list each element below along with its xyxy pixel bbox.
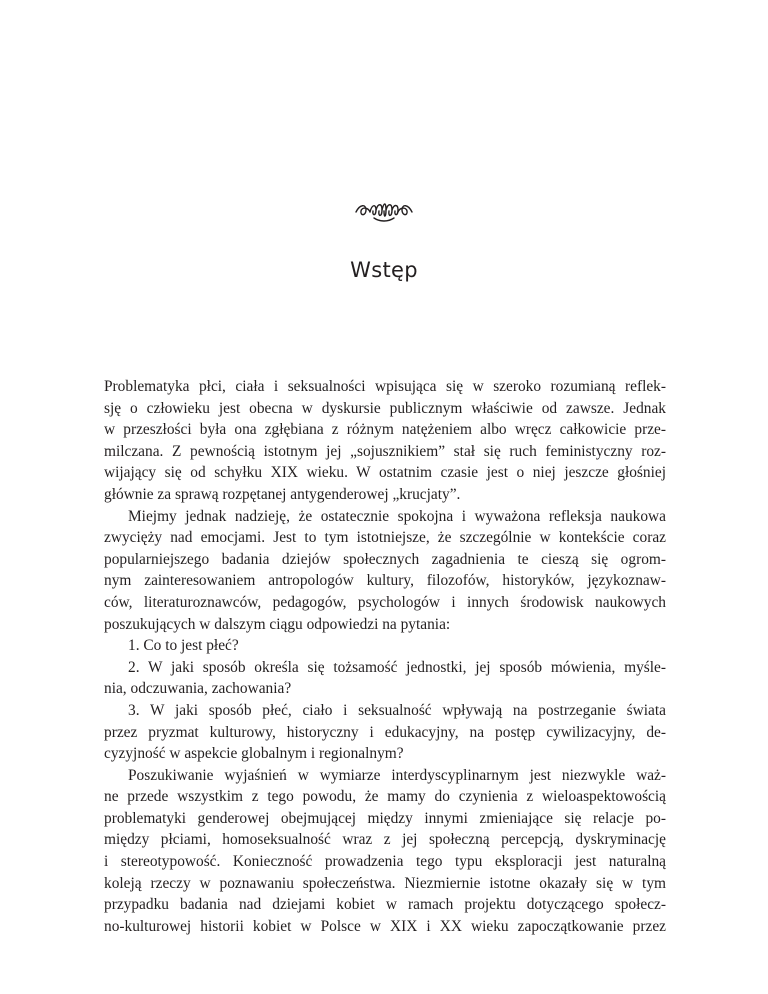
text-line: w przeszłości była ona zgłębiana z różnym natężeniem albo wręcz całkowicie prze- xyxy=(104,421,666,439)
text-line: koleją rzeczy w poznawaniu społeczeństwa. Niezmiernie istotne okazały się w tym xyxy=(104,874,666,892)
text-line: i stereotypowość. Konieczność prowadzenia tego typu eksploracji jest naturalną xyxy=(104,853,666,871)
text-line: poszukujących w dalszym ciągu odpowiedzi na pytania: xyxy=(104,615,451,633)
text-line: no-kulturowej historii kobiet w Polsce w XIX i XX wieku zapoczątkowanie przez xyxy=(104,917,666,935)
text-line: sję o człowieku jest obecna w dyskursie publicznym właściwie od zawsze. Jednak xyxy=(104,399,666,417)
text-line: nia, odczuwania, zachowania? xyxy=(104,680,292,698)
text-line: ne przede wszystkim z tego powodu, że mamy do czynienia z wieloaspektowością xyxy=(104,788,666,806)
text-line: Problematyka płci, ciała i seksualności wpisująca się w szeroko rozumianą reflek- xyxy=(104,378,666,395)
body-text xyxy=(104,376,666,937)
text-line: głównie za sprawą rozpętanej antygenderowej „krucjaty”. xyxy=(104,485,461,503)
text-line: cyzyjność w aspekcie globalnym i regionalnym? xyxy=(104,745,404,763)
text-line: między płciami, homoseksualność wraz z jej społeczną percepcją, dyskryminację xyxy=(104,831,666,849)
text-line: popularniejszego badania dziejów społecznych zagadnienia te cieszą się ogrom- xyxy=(104,550,666,568)
text-line: milczana. Z pewnością istotnym jej „sojusznikiem” stał się ruch feministyczny roz- xyxy=(104,442,666,460)
text-line: ców, literaturoznawców, pedagogów, psychologów i innych środowisk naukowych xyxy=(104,593,666,611)
text-line: problematyki genderowej obejmującej między innymi zmieniające się relacje po- xyxy=(104,809,666,827)
text-line: przez pryzmat kulturowy, historyczny i edukacyjny, na postęp cywilizacyjny, de- xyxy=(104,723,666,741)
text-line: zwycięży nad emocjami. Jest to tym istotniejsze, że szczególnie w kontekście coraz xyxy=(104,529,666,547)
text-line: 2. W jaki sposób określa się tożsamość jednostki, jej sposób mówienia, myśle- xyxy=(128,658,666,676)
chapter-title: Wstęp xyxy=(350,258,418,282)
swirl-ornament-icon xyxy=(354,198,414,224)
text-line: wijający się od schyłku XIX wieku. W ostatnim czasie jest o niej jeszcze głośniej xyxy=(104,464,666,482)
text-line: Poszukiwanie wyjaśnień w wymiarze interdyscyplinarnym jest niezwykle waż- xyxy=(128,766,666,784)
text-line: 1. Co to jest płeć? xyxy=(128,637,239,655)
text-line: nym zainteresowaniem antropologów kultury, filozofów, historyków, językoznaw- xyxy=(104,572,666,590)
text-line: 3. W jaki sposób płeć, ciało i seksualność wpływają na postrzeganie świata xyxy=(128,701,666,719)
text-line: Miejmy jednak nadzieję, że ostatecznie spokojna i wyważona refleksja naukowa xyxy=(128,507,666,525)
text-line: przypadku badania nad dziejami kobiet w ramach projektu dotyczącego społecz- xyxy=(104,896,666,914)
